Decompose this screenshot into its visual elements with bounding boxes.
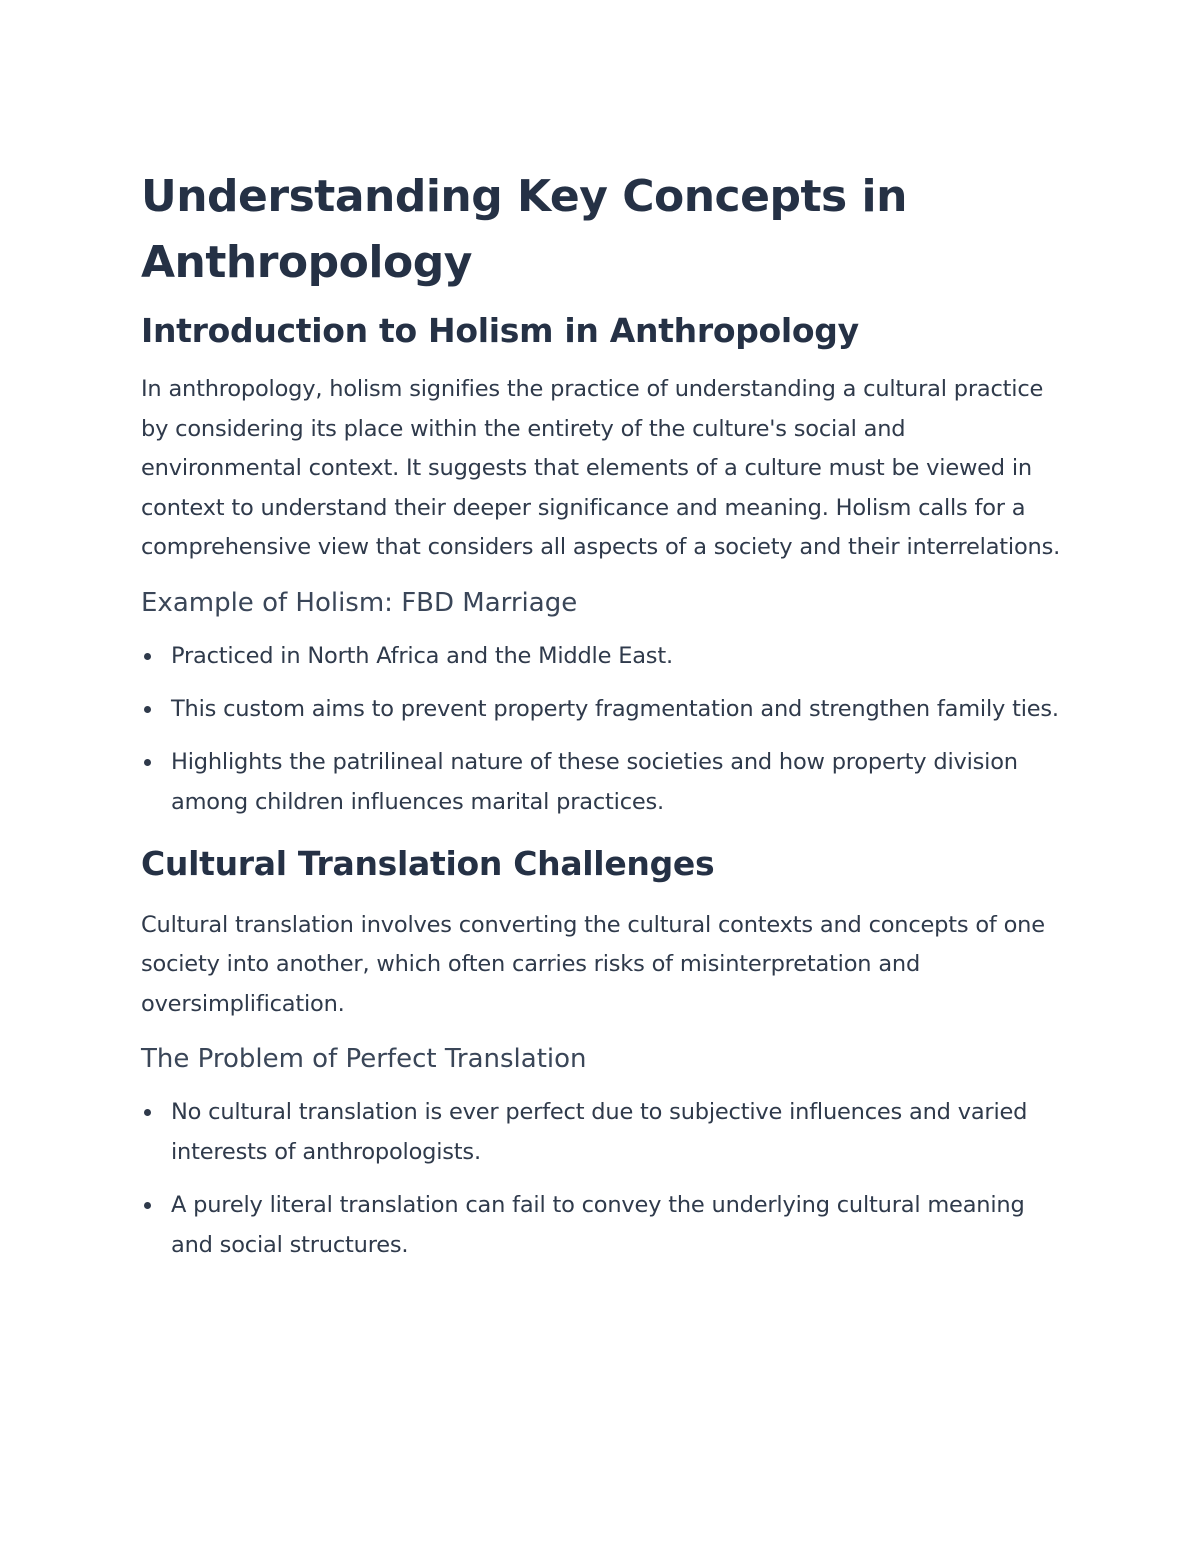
- list-item-text: Practiced in North Africa and the Middle East.: [171, 642, 673, 669]
- bullet-list-perfect-translation: [141, 1092, 1071, 1265]
- list-item-text: No cultural translation is ever perfect due to subjective influences and varied interests of anthropologists.: [171, 1099, 1028, 1165]
- list-item: [141, 1092, 1071, 1172]
- document-page: [141, 164, 1071, 1265]
- list-item-text: A purely literal translation can fail to convey the underlying cultural meaning and social structures.: [171, 1192, 1025, 1258]
- subheading-fbd-marriage: Example of Holism: FBD Marriage: [141, 587, 578, 618]
- bullet-icon: [144, 1109, 151, 1116]
- list-item-text: This custom aims to prevent property fragmentation and strengthen family ties.: [171, 695, 1059, 722]
- bullet-icon: [144, 706, 151, 713]
- section-heading-holism: Introduction to Holism in Anthropology: [141, 311, 859, 350]
- section-paragraph-cultural-translation: Cultural translation involves converting the cultural contexts and concepts of one society into another, which often carries risks of misinterpretation and oversimplification.: [141, 911, 1045, 1017]
- list-item-text: Highlights the patrilineal nature of these societies and how property division among children influences marital practices.: [171, 748, 1018, 815]
- list-item: [141, 742, 1071, 822]
- list-item: [141, 1185, 1071, 1265]
- list-item: [141, 636, 1071, 676]
- subheading-perfect-translation: The Problem of Perfect Translation: [141, 1044, 587, 1074]
- bullet-icon: [144, 653, 151, 660]
- bullet-icon: [144, 1202, 151, 1209]
- document-title: Understanding Key Concepts in Anthropology: [141, 171, 907, 288]
- bullet-list-fbd: [141, 636, 1071, 822]
- section-paragraph-holism: In anthropology, holism signifies the practice of understanding a cultural practice by considering its place within the entirety of the culture's social and environmental context. It suggests that elements of a culture must be viewed in context to understand their deeper significance and meaning. Holism calls for a comprehensive view that considers all aspects of a society and their interrelations.: [141, 376, 1061, 560]
- list-item: [141, 689, 1071, 729]
- bullet-icon: [144, 759, 151, 766]
- section-heading-cultural-translation: Cultural Translation Challenges: [141, 843, 715, 883]
